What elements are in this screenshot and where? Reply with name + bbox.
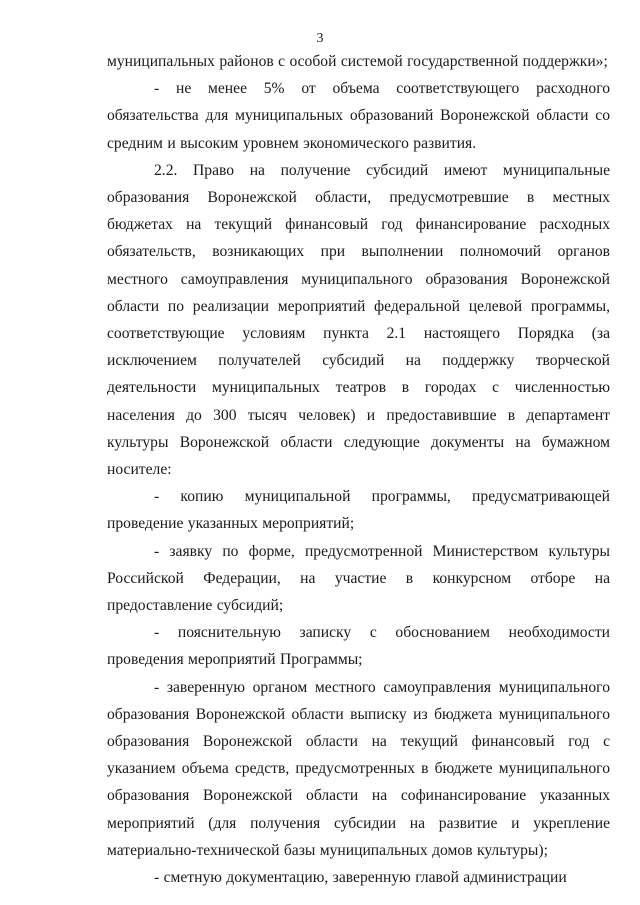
list-item-estimate-documentation: - сметную документацию, заверенную главой администрации [154,869,567,887]
list-item-program-copy: - копию муниципальной программы, предусматривающей проведение указанных мероприятий; [107,488,610,533]
list-item-application: - заявку по форме, предусмотренной Министерством культуры Российской Федерации, на участие в конкурсном отборе на предоставление субсидий; [107,542,610,615]
paragraph-continuation: муниципальных районов с особой системой государственной поддержки»; [107,53,608,70]
list-item-budget-extract: - заверенную органом местного самоуправления муниципального образования Воронежской области выписку из бюджета муниципального образования Воронежской области на текущий финансовый год с указанием объема средств, предусмотренных в бюджете муниципального образования Воронежской области на софинансирование указанных мероприятий (для получения субсидии на развитие и укрепление материально-технической базы муниципальных домов культуры); [107,678,610,859]
document-body [107,48,610,891]
paragraph-cofinancing-rate: - не менее 5% от объема соответствующего расходного обязательства для муниципальных образований Воронежской области со средним и высоким уровнем экономического развития. [107,80,610,152]
paragraph-clause-2-2: 2.2. Право на получение субсидий имеют муниципальные образования Воронежской области, предусмотревшие в местных бюджетах на текущий финансовый год финансирование расходных обязательств, возникающих при выполнении полномочий органов местного самоуправления муниципального образования Воронежской области по реализации мероприятий федеральной целевой программы, соответствующие условиям пункта 2.1 настоящего Порядка (за исключением получателей субсидий на поддержку творческой деятельности муниципальных театров в городах с численностью населения до 300 тысяч человек) и предоставившие в департамент культуры Воронежской области следующие документы на бумажном носителе: [107,161,610,479]
page-number: 3 [316,31,324,46]
list-item-explanatory-note: - пояснительную записку с обоснованием необходимости проведения мероприятий Программы; [107,624,610,669]
